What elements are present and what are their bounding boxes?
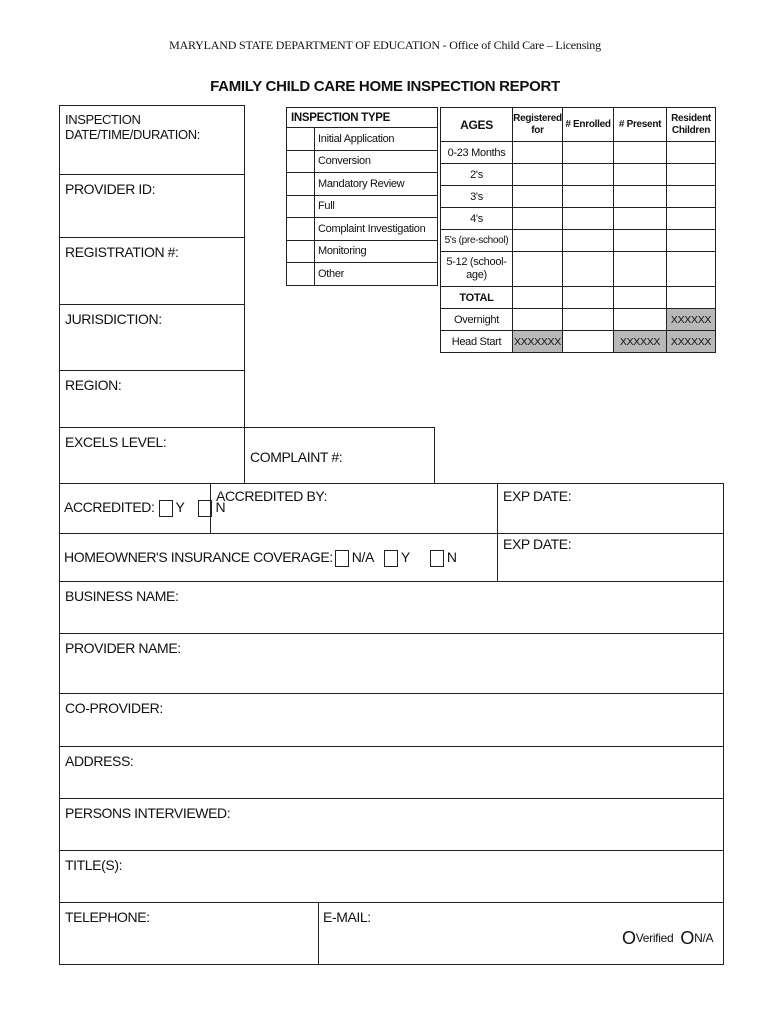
address-field[interactable] (59, 746, 724, 799)
jurisdiction-label: JURISDICTION: (65, 311, 162, 327)
checkbox[interactable] (287, 263, 315, 286)
co-provider-label: CO-PROVIDER: (65, 700, 163, 716)
insurance-group (64, 549, 457, 567)
insurance-no-label: N (446, 549, 457, 565)
count-cell[interactable] (563, 230, 614, 252)
insurance-na-checkbox[interactable] (335, 550, 349, 567)
excels-level-field[interactable] (59, 427, 245, 484)
masked-cell: XXXXXX (614, 331, 667, 353)
checkbox[interactable] (287, 128, 315, 151)
registered-header: Registered for (513, 108, 563, 142)
inspection-type-option: Full (315, 195, 438, 218)
provider-id-label: PROVIDER ID: (65, 181, 156, 197)
telephone-label: TELEPHONE: (65, 909, 150, 925)
count-cell[interactable] (513, 186, 563, 208)
insurance-na-label: N/A (351, 549, 374, 565)
enrolled-header: # Enrolled (563, 108, 614, 142)
count-cell[interactable] (563, 186, 614, 208)
count-cell[interactable] (563, 208, 614, 230)
business-name-field[interactable] (59, 581, 724, 634)
email-label: E-MAIL: (323, 909, 371, 925)
inspection-type-row[interactable] (287, 173, 438, 196)
titles-label: TITLE(S): (65, 857, 123, 873)
inspection-type-table (286, 107, 438, 286)
inspection-type-row[interactable] (287, 240, 438, 263)
count-cell[interactable] (563, 142, 614, 164)
count-cell[interactable] (513, 252, 563, 287)
count-cell[interactable] (614, 287, 667, 309)
count-cell[interactable] (667, 142, 716, 164)
report-title: FAMILY CHILD CARE HOME INSPECTION REPORT (210, 78, 560, 95)
persons-interviewed-field[interactable] (59, 798, 724, 851)
complaint-field[interactable] (244, 427, 435, 484)
count-cell[interactable] (614, 252, 667, 287)
inspection-type-row[interactable] (287, 150, 438, 173)
registration-label: REGISTRATION #: (65, 244, 179, 260)
accredited-no-label: N (215, 499, 226, 515)
count-cell[interactable] (563, 287, 614, 309)
registration-field[interactable] (59, 237, 245, 304)
excels-level-label: EXCELS LEVEL: (65, 434, 167, 450)
count-cell[interactable] (513, 287, 563, 309)
count-cell[interactable] (513, 164, 563, 186)
accredited-by-label: ACCREDITED BY: (216, 488, 328, 504)
count-cell[interactable] (667, 186, 716, 208)
count-cell[interactable] (667, 208, 716, 230)
masked-cell: XXXXXXX (513, 331, 563, 353)
inspection-type-row[interactable] (287, 263, 438, 286)
count-cell[interactable] (563, 164, 614, 186)
inspection-type-heading: INSPECTION TYPE (287, 108, 438, 128)
count-cell[interactable] (614, 186, 667, 208)
region-field[interactable] (59, 370, 245, 427)
checkbox[interactable] (287, 150, 315, 173)
count-cell[interactable] (667, 164, 716, 186)
count-cell[interactable] (513, 230, 563, 252)
inspection-date-field[interactable] (59, 105, 245, 174)
provider-name-label: PROVIDER NAME: (65, 640, 181, 656)
head-start-row-label: Head Start (441, 331, 513, 353)
persons-interviewed-label: PERSONS INTERVIEWED: (65, 805, 231, 821)
inspection-type-option: Conversion (315, 150, 438, 173)
count-cell[interactable] (667, 230, 716, 252)
inspection-date-label: INSPECTION DATE/TIME/DURATION: (65, 112, 200, 142)
count-cell[interactable] (667, 287, 716, 309)
age-row-label: 4's (441, 208, 513, 230)
insurance-no-checkbox[interactable] (430, 550, 444, 567)
business-name-label: BUSINESS NAME: (65, 588, 179, 604)
ages-header: AGES (441, 108, 513, 142)
accredited-no-checkbox[interactable] (198, 500, 212, 517)
count-cell[interactable] (614, 142, 667, 164)
insurance-label: HOMEOWNER'S INSURANCE COVERAGE: (64, 549, 333, 565)
age-row-label: 0-23 Months (441, 142, 513, 164)
na-label: N/A (694, 931, 714, 945)
agency-header: MARYLAND STATE DEPARTMENT OF EDUCATION - Office of Child Care – Licensing (169, 38, 601, 52)
verified-label: Verified (635, 931, 674, 945)
resident-header: Resident Children (667, 108, 716, 142)
inspection-type-row[interactable] (287, 218, 438, 241)
checkbox[interactable] (287, 240, 315, 263)
inspection-type-row[interactable] (287, 195, 438, 218)
accredited-label: ACCREDITED: (64, 499, 155, 515)
masked-cell: XXXXXX (667, 309, 716, 331)
email-status-group (622, 928, 713, 949)
count-cell[interactable] (563, 309, 614, 331)
co-provider-field[interactable] (59, 693, 724, 747)
checkbox[interactable] (287, 173, 315, 196)
accreditation-exp-date-label: EXP DATE: (503, 488, 572, 504)
accredited-group (64, 499, 225, 517)
checkbox[interactable] (287, 195, 315, 218)
inspection-type-option: Other (315, 263, 438, 286)
inspection-type-option: Monitoring (315, 240, 438, 263)
checkbox[interactable] (287, 218, 315, 241)
inspection-type-option: Complaint Investigation (315, 218, 438, 241)
count-cell[interactable] (513, 142, 563, 164)
count-cell[interactable] (614, 309, 667, 331)
address-label: ADDRESS: (65, 753, 134, 769)
count-cell[interactable] (667, 252, 716, 287)
inspection-type-row[interactable] (287, 128, 438, 151)
count-cell[interactable] (563, 331, 614, 353)
titles-field[interactable] (59, 850, 724, 903)
accredited-yes-label: Y (175, 499, 185, 515)
age-row-label: 5-12 (school-age) (441, 252, 513, 287)
verified-radio[interactable]: O (622, 928, 636, 948)
region-label: REGION: (65, 377, 122, 393)
masked-cell: XXXXXX (667, 331, 716, 353)
telephone-field[interactable] (59, 902, 319, 965)
insurance-yes-checkbox[interactable] (384, 550, 398, 567)
provider-id-field[interactable] (59, 174, 245, 237)
count-cell[interactable] (513, 208, 563, 230)
age-row-label: 3's (441, 186, 513, 208)
inspection-type-option: Initial Application (315, 128, 438, 151)
complaint-label: COMPLAINT #: (250, 449, 343, 465)
count-cell[interactable] (614, 208, 667, 230)
age-row-label: 5's (pre-school) (441, 230, 513, 252)
count-cell[interactable] (513, 309, 563, 331)
count-cell[interactable] (614, 164, 667, 186)
count-cell[interactable] (614, 230, 667, 252)
jurisdiction-field[interactable] (59, 304, 245, 370)
count-cell[interactable] (563, 252, 614, 287)
insurance-exp-date-label: EXP DATE: (503, 536, 572, 552)
insurance-yes-label: Y (400, 549, 410, 565)
overnight-row-label: Overnight (441, 309, 513, 331)
accredited-yes-checkbox[interactable] (159, 500, 173, 517)
inspection-type-option: Mandatory Review (315, 173, 438, 196)
age-row-label: 2's (441, 164, 513, 186)
na-radio[interactable]: O (680, 928, 695, 948)
provider-name-field[interactable] (59, 633, 724, 694)
present-header: # Present (614, 108, 667, 142)
total-row-label: TOTAL (441, 287, 513, 309)
ages-table (440, 107, 716, 353)
